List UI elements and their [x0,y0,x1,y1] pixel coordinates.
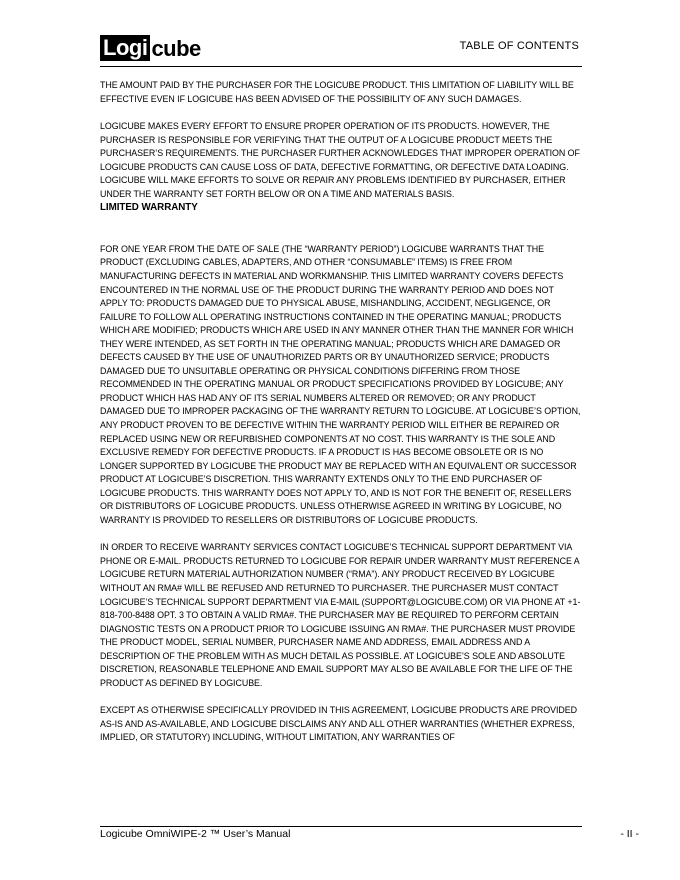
page-content [100,79,582,745]
header-section-title: TABLE OF CONTENTS [459,40,579,52]
paragraph-disclaimer: EXCEPT AS OTHERWISE SPECIFICALLY PROVIDED IN THIS AGREEMENT, LOGICUBE PRODUCTS ARE PROVIDED AS-IS AND AS-AVAILABLE, AND LOGICUBE DISCLAIMS ANY AND ALL OTHER WARRANTIES (WHETHER EXPRESS, IMPLIED, OR STATUTORY) INCLUDING, WITHOUT LIMITATION, ANY WARRANTIES OF [100,705,577,743]
paragraph-liability-limit: THE AMOUNT PAID BY THE PURCHASER FOR THE LOGICUBE PRODUCT. THIS LIMITATION OF LIABILITY WILL BE EFFECTIVE EVEN IF LOGICUBE HAS BEEN ADVISED OF THE POSSIBILITY OF ANY SUCH DAMAGES. [100,80,574,104]
section-heading-limited-warranty: LIMITED WARRANTY [100,202,198,214]
logo-box-text: Logi [100,35,150,61]
paragraph-warranty-terms: FOR ONE YEAR FROM THE DATE OF SALE (THE “WARRANTY PERIOD”) LOGICUBE WARRANTS THAT THE PRODUCT (EXCLUDING CABLES, ADAPTERS, AND OTHER “CONSUMABLE” ITEMS) IS FREE FROM MANUFACTURING DEFECTS IN MATERIAL AND WORKMANSHIP. THIS LIMITED WARRANTY COVERS DEFECTS ENCOUNTERED IN THE NORMAL USE OF THE PRODUCT DURING THE WARRANTY PERIOD AND DOES NOT APPLY TO: PRODUCTS DAMAGED DUE TO PHYSICAL ABUSE, MISHANDLING, ACCIDENT, NEGLIGENCE, OR FAILURE TO FOLLOW ALL OPERATING INSTRUCTIONS CONTAINED IN THE OPERATING MANUAL; PRODUCTS WHICH ARE MODIFIED; PRODUCTS WHICH ARE USED IN ANY MANNER OTHER THAN THE MANNER FOR WHICH THEY WERE INTENDED, AS SET FORTH IN THE OPERATING MANUAL; PRODUCTS WHICH ARE DAMAGED OR DEFECTS CAUSED BY THE USE OF UNAUTHORIZED PARTS OR BY UNAUTHORIZED SERVICE; PRODUCTS DAMAGED DUE TO UNSUITABLE OPERATING OR PHYSICAL CONDITIONS DIFFERING FROM THOSE RECOMMENDED IN THE OPERATING MANUAL OR PRODUCT SPECIFICATIONS PROVIDED BY LOGICUBE; ANY PRODUCT WHICH HAS HAD ANY OF ITS SERIAL NUMBERS ALTERED OR REMOVED; OR ANY PRODUCT DAMAGED DUE TO IMPROPER PACKAGING OF THE WARRANTY RETURN TO LOGICUBE. AT LOGICUBE’S OPTION, ANY PRODUCT PROVEN TO BE DEFECTIVE WITHIN THE WARRANTY PERIOD WILL EITHER BE REPAIRED OR REPLACED USING NEW OR REFURBISHED COMPONENTS AT NO COST. THIS WARRANTY IS THE SOLE AND EXCLUSIVE REMEDY FOR DEFECTIVE PRODUCTS. IF A PRODUCT IS HAS BECOME OBSOLETE OR IS NO LONGER SUPPORTED BY LOGICUBE THE PRODUCT MAY BE REPLACED WITH AN EQUIVALENT OR SUCCESSOR PRODUCT AT LOGICUBE’S DISCRETION. THIS WARRANTY EXTENDS ONLY TO THE END PURCHASER OF LOGICUBE PRODUCTS. THIS WARRANTY DOES NOT APPLY TO, AND IS NOT FOR THE BENEFIT OF, RESELLERS OR DISTRIBUTORS OF LOGICUBE PRODUCTS. UNLESS OTHERWISE AGREED IN WRITING BY LOGICUBE, NO WARRANTY IS PROVIDED TO RESELLERS OR DISTRIBUTORS OF LOGICUBE PRODUCTS. [100,243,581,525]
footer-manual-title: Logicube OmniWIPE-2 ™ User’s Manual [100,828,291,840]
footer-page-number: - II - [620,828,639,840]
paragraph-proper-operation: LOGICUBE MAKES EVERY EFFORT TO ENSURE PROPER OPERATION OF ITS PRODUCTS. HOWEVER, THE PURCHASER IS RESPONSIBLE FOR VERIFYING THAT THE OUTPUT OF A LOGICUBE PRODUCT MEETS THE PURCHASER’S REQUIREMENTS. THE PURCHASER FURTHER ACKNOWLEDGES THAT IMPROPER OPERATION OF LOGICUBE PRODUCTS CAN CAUSE LOSS OF DATA, DEFECTIVE FORMATTING, OR DEFECTIVE DATA LOADING. LOGICUBE WILL MAKE EFFORTS TO SOLVE OR REPAIR ANY PROBLEMS IDENTIFIED BY PURCHASER, EITHER UNDER THE WARRANTY SET FORTH BELOW OR ON A TIME AND MATERIALS BASIS. [100,121,580,199]
logicube-logo [100,35,201,61]
header-rule [100,66,582,67]
paragraph-warranty-service: IN ORDER TO RECEIVE WARRANTY SERVICES CONTACT LOGICUBE’S TECHNICAL SUPPORT DEPARTMENT VIA PHONE OR E-MAIL. PRODUCTS RETURNED TO LOGICUBE FOR REPAIR UNDER WARRANTY MUST REFERENCE A LOGICUBE RETURN MATERIAL AUTHORIZATION NUMBER (“RMA”). ANY PRODUCT RECEIVED BY LOGICUBE WITHOUT AN RMA# WILL BE REFUSED AND RETURNED TO PURCHASER. THE PURCHASER MUST CONTACT LOGICUBE’S TECHNICAL SUPPORT DEPARTMENT VIA E-MAIL (SUPPORT@LOGICUBE.COM) OR VIA PHONE AT +1-818-700-8488 OPT. 3 TO OBTAIN A VALID RMA#. THE PURCHASER MAY BE REQUIRED TO PERFORM CERTAIN DIAGNOSTIC TESTS ON A PRODUCT PRIOR TO LOGICUBE ISSUING AN RMA#. THE PURCHASER MUST PROVIDE THE PRODUCT MODEL, SERIAL NUMBER, PURCHASER NAME AND ADDRESS, EMAIL ADDRESS AND A DESCRIPTION OF THE PROBLEM WITH AS MUCH DETAIL AS POSSIBLE. AT LOGICUBE’S SOLE AND ABSOLUTE DISCRETION, REASONABLE TELEPHONE AND EMAIL SUPPORT MAY ALSO BE AVAILABLE FOR THE LIFE OF THE PRODUCT AS DEFINED BY LOGICUBE. [100,542,581,688]
footer-rule [100,826,582,827]
logo-rest-text: cube [151,36,201,61]
